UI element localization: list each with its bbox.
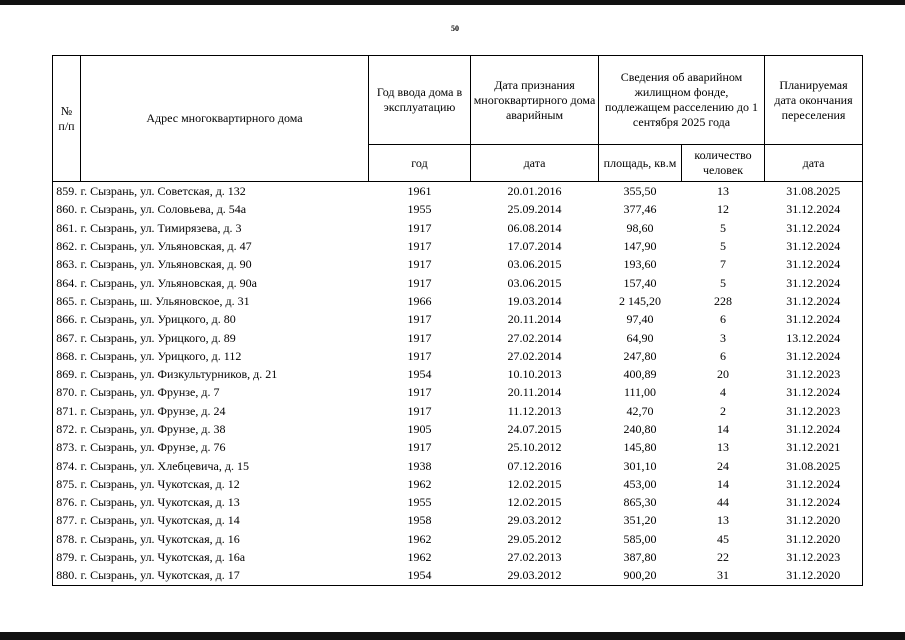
row-address: г. Сызрань, ул. Чукотская, д. 16 [80,531,240,546]
row-address: г. Сызрань, ул. Фрунзе, д. 76 [80,440,226,455]
row-plan: 13.12.2024 [765,328,863,346]
row-people: 31 [682,566,765,585]
row-people: 5 [720,275,726,290]
row-number: 875. [53,475,81,493]
row-year: 1917 [407,312,432,327]
row-area: 585,00 [623,531,657,546]
row-area: 157,40 [623,275,657,290]
row-date: 10.10.2013 [507,367,562,382]
row-number: 861. [53,219,81,237]
row-year: 1917 [407,330,432,345]
table-row [53,438,863,456]
row-year: 1962 [407,550,432,565]
row-number: 866. [53,310,81,328]
table-row [53,255,863,273]
row-plan: 31.12.2024 [765,255,863,273]
row-year: 1962 [407,531,432,546]
row-date: 17.07.2014 [507,239,562,254]
row-address: г. Сызрань, ул. Тимирязева, д. 3 [80,220,242,235]
row-people: 3 [720,330,726,345]
row-date: 29.05.2012 [507,531,562,546]
header-year-sub: год [369,145,471,182]
row-number: 865. [53,292,81,310]
table-row [53,566,863,585]
row-area: 351,20 [623,513,657,528]
row-plan: 31.12.2024 [765,219,863,237]
row-area: 2 145,20 [619,293,661,308]
row-number: 873. [53,438,81,456]
row-area: 147,90 [623,239,657,254]
row-plan: 31.12.2024 [765,383,863,401]
row-date: 27.02.2014 [507,348,562,363]
row-date: 20.01.2016 [507,184,562,199]
row-area: 355,50 [623,184,657,199]
row-people: 228 [714,293,732,308]
row-date: 07.12.2016 [507,458,562,473]
row-date: 25.10.2012 [507,440,562,455]
row-address: г. Сызрань, ул. Чукотская, д. 16а [80,550,246,565]
row-number: 859. [53,182,81,201]
row-plan: 31.12.2024 [765,347,863,365]
row-year: 1955 [407,202,432,217]
header-year-group: Год ввода дома в эксплуатацию [369,56,471,145]
row-area: 377,46 [623,202,657,217]
row-plan: 31.08.2025 [765,182,863,201]
table-row [53,273,863,291]
row-year: 1917 [407,275,432,290]
row-people: 45 [717,531,729,546]
row-date: 12.02.2015 [507,476,562,491]
row-date: 03.06.2015 [507,275,562,290]
row-address: г. Сызрань, ул. Физкультурников, д. 21 [80,367,278,382]
table-row [53,402,863,420]
table-row [53,456,863,474]
row-plan: 31.12.2024 [765,475,863,493]
header-plan-sub: дата [765,145,863,182]
row-area: 453,00 [623,476,657,491]
table-body [53,182,863,586]
row-plan: 31.12.2024 [765,310,863,328]
row-address: г. Сызрань, ул. Урицкого, д. 80 [80,312,236,327]
row-date: 29.03.2012 [471,566,599,585]
row-plan: 31.12.2024 [765,273,863,291]
row-area: 900,20 [599,566,682,585]
row-date: 11.12.2013 [507,403,562,418]
row-year: 1962 [407,476,432,491]
table-row [53,548,863,566]
header-fund-group: Сведения об аварийном жилищном фонде, подлежащем расселению до 1 сентября 2025 года [599,56,765,145]
row-number: 869. [53,365,81,383]
row-year: 1905 [407,422,432,436]
header-plan-group: Планируемая дата окончания переселения [765,56,863,145]
row-area: 42,70 [626,403,654,418]
housing-register-table [52,55,863,586]
row-year: 1958 [407,513,432,528]
row-year: 1938 [407,458,432,473]
row-year: 1954 [407,367,432,382]
row-number: 871. [53,402,81,420]
row-people: 6 [720,312,726,327]
row-number: 862. [53,237,81,255]
row-year: 1917 [407,403,432,418]
row-area: 145,80 [623,440,657,455]
row-address: г. Сызрань, ул. Фрунзе, д. 24 [80,403,226,418]
row-year: 1917 [407,220,432,235]
table-row [53,237,863,255]
row-address: г. Сызрань, ул. Фрунзе, д. 38 [80,422,226,436]
header-area-sub: площадь, кв.м [599,145,682,182]
row-number: 864. [53,273,81,291]
row-number: 872. [53,420,81,438]
row-plan: 31.12.2023 [765,402,863,420]
row-area: 98,60 [626,220,654,235]
row-people: 14 [717,476,729,491]
row-people: 14 [717,422,729,436]
row-plan: 31.12.2023 [765,365,863,383]
row-date: 25.09.2014 [507,202,562,217]
header-address: Адрес многоквартирного дома [81,56,369,182]
row-year: 1966 [407,293,432,308]
row-address: г. Сызрань, ул. Чукотская, д. 17 [81,566,369,585]
row-plan: 31.12.2024 [765,493,863,511]
header-date-sub: дата [471,145,599,182]
row-people: 20 [717,367,729,382]
row-plan: 31.08.2025 [765,456,863,474]
table-row [53,365,863,383]
row-date: 03.06.2015 [507,257,562,272]
row-address: г. Сызрань, ул. Хлебцевича, д. 15 [80,458,249,473]
row-area: 400,89 [623,367,657,382]
row-number: 874. [53,456,81,474]
row-date: 19.03.2014 [507,293,562,308]
row-area: 247,80 [623,348,657,363]
row-people: 13 [717,184,729,199]
row-people: 13 [717,513,729,528]
row-plan: 31.12.2024 [765,200,863,218]
table-row [53,511,863,529]
row-area: 865,30 [623,495,657,510]
table-row [53,475,863,493]
row-date: 06.08.2014 [507,220,562,235]
row-plan: 31.12.2020 [765,566,863,585]
row-year: 1917 [407,239,432,254]
row-date: 20.11.2014 [507,385,562,400]
row-people: 24 [717,458,729,473]
row-date: 12.02.2015 [507,495,562,510]
row-number: 879. [53,548,81,566]
row-number: 878. [53,530,81,548]
row-address: г. Сызрань, ул. Ульяновская, д. 90а [80,275,257,290]
table-row [53,493,863,511]
row-year: 1917 [407,348,432,363]
row-people: 13 [717,440,729,455]
row-number: 880. [53,566,81,585]
row-people: 2 [720,403,726,418]
row-people: 7 [720,257,726,272]
row-address: г. Сызрань, ул. Соловьева, д. 54а [80,202,247,217]
row-address: г. Сызрань, ул. Чукотская, д. 14 [80,513,240,528]
row-year: 1955 [407,495,432,510]
row-number: 877. [53,511,81,529]
row-area: 111,00 [623,385,657,400]
row-area: 97,40 [626,312,654,327]
row-year: 1917 [407,257,432,272]
table-row [53,420,863,438]
row-date: 20.11.2014 [507,312,562,327]
row-date: 27.02.2014 [507,330,562,345]
row-address: г. Сызрань, ш. Ульяновское, д. 31 [80,293,250,308]
row-area: 193,60 [623,257,657,272]
row-number: 876. [53,493,81,511]
row-address: г. Сызрань, ул. Советская, д. 132 [80,184,246,199]
row-people: 22 [717,550,729,565]
header-date-group: Дата признания многоквартирного дома аварийным [471,56,599,145]
row-year: 1961 [407,184,432,199]
row-area: 387,80 [623,550,657,565]
row-address: г. Сызрань, ул. Урицкого, д. 112 [80,348,242,363]
row-people: 5 [720,239,726,254]
row-address: г. Сызрань, ул. Чукотская, д. 13 [80,495,240,510]
row-year: 1917 [407,385,432,400]
row-plan: 31.12.2024 [765,237,863,255]
table-row [53,200,863,218]
bottom-border-bar [0,632,905,640]
row-people: 12 [717,202,729,217]
row-area: 64,90 [626,330,654,345]
table-row [53,383,863,401]
header-num: № п/п [53,56,81,182]
row-plan: 31.12.2024 [765,292,863,310]
row-people: 5 [720,220,726,235]
row-number: 868. [53,347,81,365]
row-area: 301,10 [623,458,657,473]
row-address: г. Сызрань, ул. Фрунзе, д. 7 [80,385,220,400]
row-plan: 31.12.2024 [765,420,863,438]
row-date: 24.07.2015 [507,422,562,436]
row-date: 27.02.2013 [507,550,562,565]
top-border-bar [0,0,905,5]
table-row [53,328,863,346]
table-row [53,310,863,328]
row-people: 4 [720,385,726,400]
page-number: 50 [451,24,459,33]
row-plan: 31.12.2023 [765,548,863,566]
row-address: г. Сызрань, ул. Чукотская, д. 12 [80,476,240,491]
row-number: 863. [53,255,81,273]
row-plan: 31.12.2021 [765,438,863,456]
row-people: 6 [720,348,726,363]
row-year: 1917 [407,440,432,455]
row-date: 29.03.2012 [507,513,562,528]
row-number: 860. [53,200,81,218]
table-row [53,292,863,310]
header-people-sub: количество человек [682,145,765,182]
row-area: 240,80 [623,422,657,436]
row-address: г. Сызрань, ул. Ульяновская, д. 47 [80,239,252,254]
row-plan: 31.12.2020 [765,511,863,529]
row-plan: 31.12.2020 [765,530,863,548]
row-address: г. Сызрань, ул. Урицкого, д. 89 [80,330,236,345]
table-row [53,182,863,201]
row-number: 867. [53,328,81,346]
row-year: 1954 [369,566,471,585]
table-row [53,219,863,237]
row-number: 870. [53,383,81,401]
table-row [53,530,863,548]
row-people: 44 [717,495,729,510]
row-address: г. Сызрань, ул. Ульяновская, д. 90 [80,257,252,272]
table-row [53,347,863,365]
